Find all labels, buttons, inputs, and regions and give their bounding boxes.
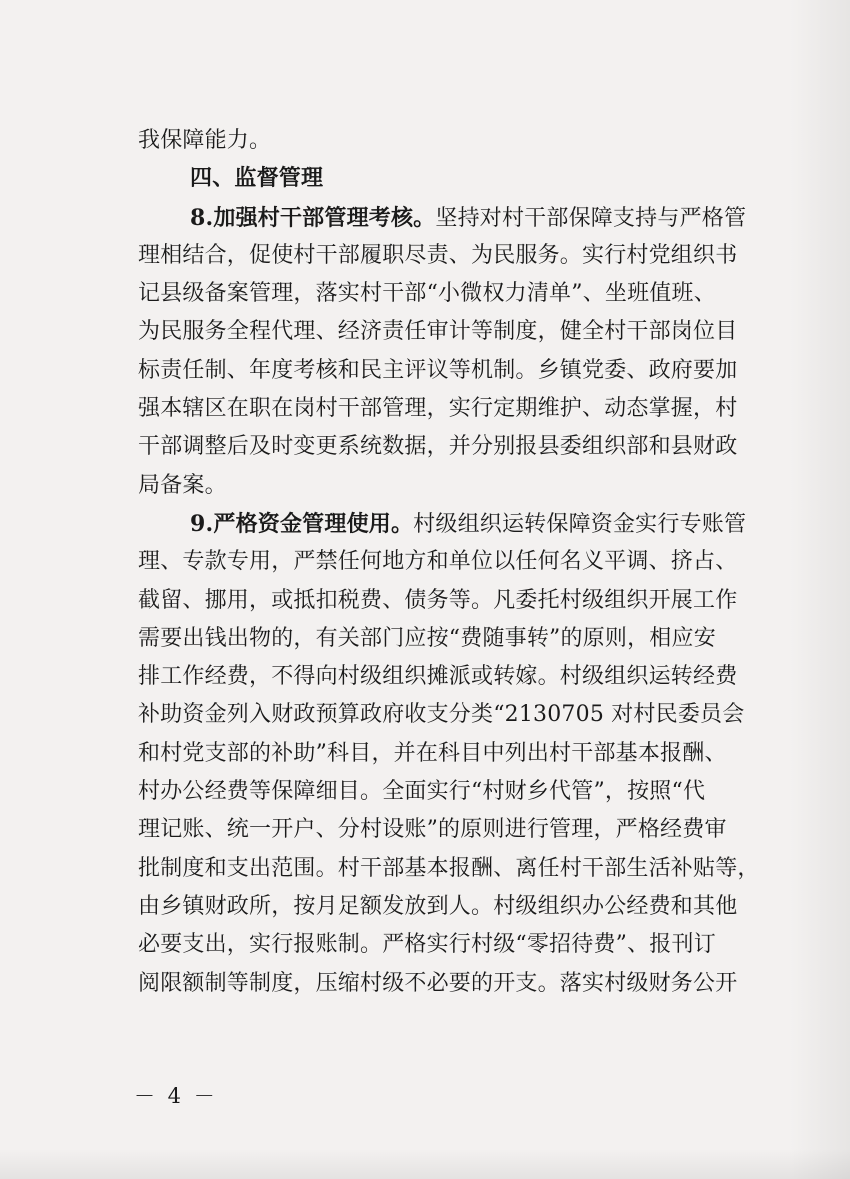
paragraph-9-title: 9.严格资金管理使用。 — [190, 510, 414, 537]
text-line: 和村党支部的补助”科目，并在科目中列出村干部基本报酬、 — [138, 740, 727, 766]
text-line: 批制度和支出范围。村干部基本报酬、离任村干部生活补贴等， — [138, 855, 760, 881]
paragraph-8-start — [138, 199, 747, 237]
text-line: 理相结合，促使村干部履职尽责、为民服务。实行村党组织书 — [138, 242, 738, 268]
text-line: 我保障能力。 — [138, 128, 272, 153]
page-edge-shadow — [790, 0, 850, 1179]
paragraph-8-text: 坚持对村干部保障支持与严格管 — [435, 205, 747, 231]
text-line: 局备案。 — [138, 472, 227, 498]
text-line: 截留、挪用，或抵扣税费、债务等。凡委托村级组织开展工作 — [138, 587, 738, 613]
section-heading-text: 四、监督管理 — [190, 166, 324, 192]
paragraph-9-text: 村级组织运转保障资金实行专账管 — [413, 511, 747, 537]
paragraph-9-start — [138, 505, 747, 543]
text-line: 记县级备案管理，落实村干部“小微权力清单”、坐班值班、 — [138, 281, 716, 307]
section-heading — [138, 160, 738, 198]
text-line: 干部调整后及时变更系统数据，并分别报县委组织部和县财政 — [138, 434, 738, 460]
text-line: 理记账、统一开户、分村设账”的原则进行管理，严格经费审 — [138, 817, 727, 843]
paragraph-8-title: 8.加强村干部管理考核。 — [190, 204, 436, 231]
text-line: 村办公经费等保障细目。全面实行“村财乡代管”，按照“代 — [138, 779, 706, 805]
text-line: 必要支出，实行报账制。严格实行村级“零招待费”、报刊订 — [138, 932, 716, 958]
page-bottom-shadow — [0, 1149, 850, 1179]
text-line: 排工作经费，不得向村级组织摊派或转嫁。村级组织运转经费 — [138, 664, 738, 690]
text-line: 标责任制、年度考核和民主评议等机制。乡镇党委、政府要加 — [138, 357, 738, 383]
document-body — [138, 122, 760, 1003]
text-line: 需要出钱出物的，有关部门应按“费随事转”的原则，相应安 — [138, 625, 716, 651]
text-line: 补助资金列入财政预算政府收支分类“2130705 对村民委员会 — [138, 702, 745, 728]
text-line: 为民服务全程代理、经济责任审计等制度，健全村干部岗位目 — [138, 319, 738, 345]
text-line: 理、专款专用，严禁任何地方和单位以任何名义平调、挤占、 — [138, 549, 738, 575]
page-number: － 4 － — [134, 1084, 218, 1108]
text-line: 强本辖区在职在岗村干部管理，实行定期维护、动态掌握，村 — [138, 396, 738, 422]
text-line: 由乡镇财政所，按月足额发放到人。村级组织办公经费和其他 — [138, 893, 738, 919]
text-line: 阅限额制等制度，压缩村级不必要的开支。落实村级财务公开 — [138, 970, 738, 996]
